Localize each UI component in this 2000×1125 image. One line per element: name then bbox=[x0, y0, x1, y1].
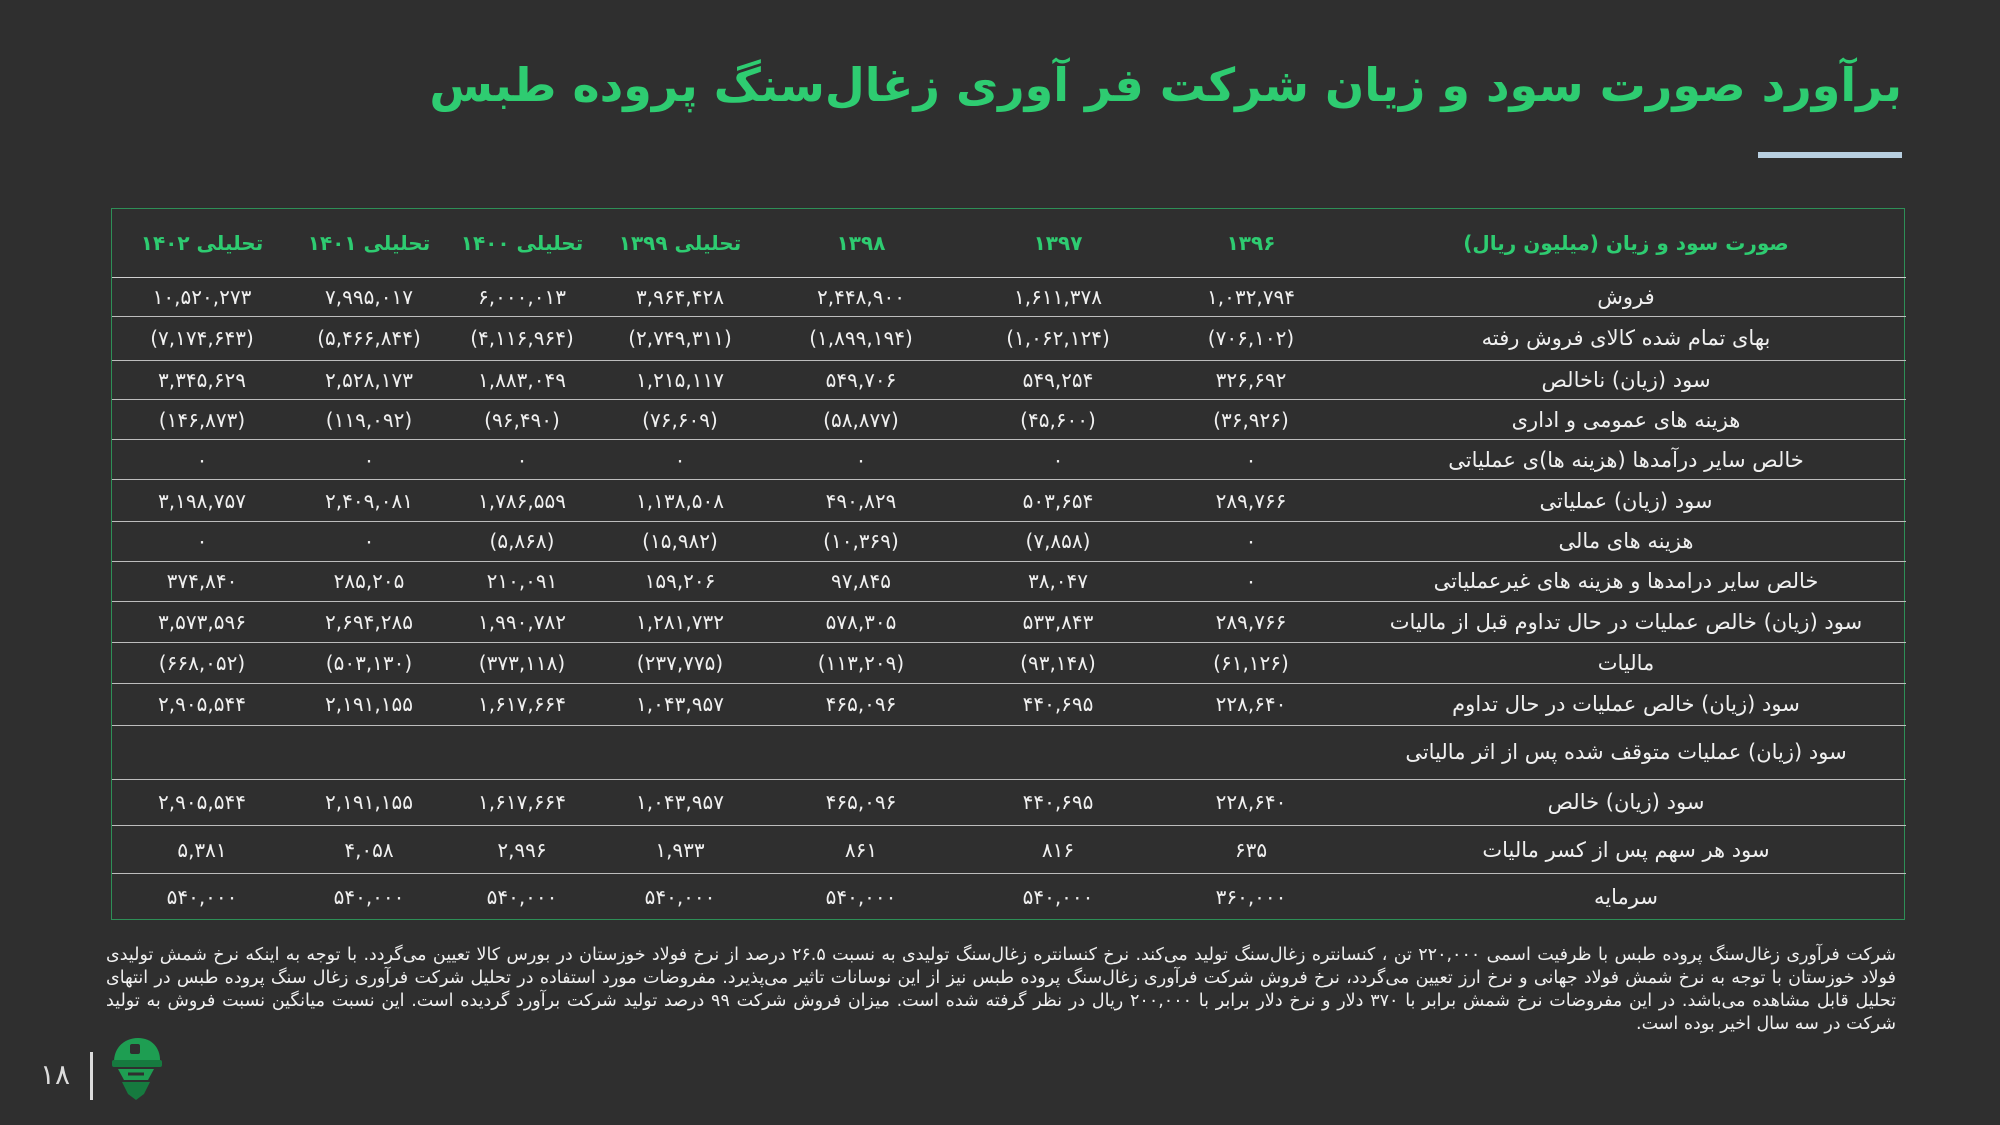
value-cell-1400: ۲,۹۹۶ bbox=[446, 826, 598, 874]
value-cell-1401: ۴,۰۵۸ bbox=[292, 826, 446, 874]
table-row bbox=[112, 826, 1906, 874]
value-cell-1402: ۰ bbox=[112, 440, 292, 480]
row-label-cell: سود (زیان) ناخالص bbox=[1346, 360, 1906, 399]
table-row bbox=[112, 725, 1906, 779]
row-label-cell: بهای تمام شده کالای فروش رفته bbox=[1346, 316, 1906, 360]
footer-divider bbox=[90, 1052, 93, 1100]
value-cell-1396: ۲۲۸,۶۴۰ bbox=[1156, 684, 1346, 725]
value-cell-1401: ۷,۹۹۵,۰۱۷ bbox=[292, 277, 446, 316]
value-cell-1396: ۶۳۵ bbox=[1156, 826, 1346, 874]
value-cell-1400 bbox=[446, 725, 598, 779]
value-cell-1397: ۵۳۳,۸۴۳ bbox=[960, 601, 1156, 642]
value-cell-1400: (۵,۸۶۸) bbox=[446, 521, 598, 561]
miner-helmet-logo-icon bbox=[108, 1036, 164, 1108]
row-label-cell: سود (زیان) خالص عملیات در حال تداوم bbox=[1346, 684, 1906, 725]
value-cell-1402: ۰ bbox=[112, 521, 292, 561]
table-row bbox=[112, 643, 1906, 684]
value-cell-1397: ۵۰۳,۶۵۴ bbox=[960, 480, 1156, 521]
value-cell-1400: (۹۶,۴۹۰) bbox=[446, 400, 598, 440]
value-cell-1397: (۱,۰۶۲,۱۲۴) bbox=[960, 316, 1156, 360]
value-cell-1398: ۸۶۱ bbox=[762, 826, 960, 874]
value-cell-1400: ۲۱۰,۰۹۱ bbox=[446, 561, 598, 601]
value-cell-1401: (۵,۴۶۶,۸۴۴) bbox=[292, 316, 446, 360]
table-row bbox=[112, 316, 1906, 360]
value-cell-1396: ۲۲۸,۶۴۰ bbox=[1156, 779, 1346, 825]
value-cell-1402: (۱۴۶,۸۷۳) bbox=[112, 400, 292, 440]
value-cell-1399: ۱,۱۳۸,۵۰۸ bbox=[598, 480, 762, 521]
value-cell-1399: ۱,۰۴۳,۹۵۷ bbox=[598, 684, 762, 725]
analysis-note: شرکت فرآوری زغال‌سنگ پروده طبس با ظرفیت اسمی ۲۲۰,۰۰۰ تن ، کنسانتره زغال‌سنگ تولید می‌کند. نرخ کنسانتره زغال‌سنگ تولیدی به نسبت ۲۶.۵ درصد از نرخ فولاد خوزستان در بورس کالا تعیین می‌گردد. با توجه به اینکه نرخ شمش تولیدی فولاد خوزستان با توجه به نرخ شمش فولاد جهانی و نرخ ارز تعیین می‌گردد، نرخ فروش شرکت فرآوری زغال‌سنگ پروده طبس نیز از این نوسانات تاثیر می‌پذیرد. مفروضات مورد استفاده در تحلیل شرکت فرآوری زغال سنگ پروده طبس در انتهای تحلیل قابل مشاهده می‌باشد. در این مفروضات نرخ شمش برابر با ۳۷۰ دلار و نرخ دلار برابر با ۲۰۰,۰۰۰ ریال در نظر گرفته شده است. میزان فروش شرکت ۹۹ درصد تولید شرکت برآورد گردیده است. این نسبت میانگین نسبت فروش به تولید شرکت در سه سال اخیر بوده است. bbox=[106, 945, 1896, 1034]
row-label-cell: سود هر سهم پس از کسر مالیات bbox=[1346, 826, 1906, 874]
value-cell-1399: ۳,۹۶۴,۴۲۸ bbox=[598, 277, 762, 316]
value-cell-1402: ۳۷۴,۸۴۰ bbox=[112, 561, 292, 601]
value-cell-1400: ۱,۸۸۳,۰۴۹ bbox=[446, 360, 598, 399]
value-cell-1401: ۲,۵۲۸,۱۷۳ bbox=[292, 360, 446, 399]
value-cell-1402 bbox=[112, 725, 292, 779]
value-cell-1398: (۵۸,۸۷۷) bbox=[762, 400, 960, 440]
value-cell-1397: ۴۴۰,۶۹۵ bbox=[960, 779, 1156, 825]
row-label-cell: فروش bbox=[1346, 277, 1906, 316]
header-cell-1399: تحلیلی ۱۳۹۹ bbox=[598, 209, 762, 277]
value-cell-1400: ۶,۰۰۰,۰۱۳ bbox=[446, 277, 598, 316]
row-label-cell: سرمایه bbox=[1594, 884, 1658, 909]
table-row bbox=[112, 440, 1906, 480]
value-cell-1397: ۴۴۰,۶۹۵ bbox=[960, 684, 1156, 725]
value-cell-1401: ۰ bbox=[292, 521, 446, 561]
value-cell-1396: ۳۶۰,۰۰۰ bbox=[1215, 884, 1287, 909]
row-label-cell: خالص سایر درآمدها (هزینه ها)ی عملیاتی bbox=[1346, 440, 1906, 480]
value-cell-1401: ۲,۴۰۹,۰۸۱ bbox=[292, 480, 446, 521]
value-cell-1401: ۲۸۵,۲۰۵ bbox=[292, 561, 446, 601]
header-cell-1400: تحلیلی ۱۴۰۰ bbox=[446, 209, 598, 277]
row-label-cell: سود (زیان) خالص bbox=[1346, 779, 1906, 825]
value-cell-1402: ۲,۹۰۵,۵۴۴ bbox=[112, 684, 292, 725]
value-cell-1399: (۱۵,۹۸۲) bbox=[598, 521, 762, 561]
row-label-cell: مالیات bbox=[1346, 643, 1906, 684]
header-cell-1396: ۱۳۹۶ bbox=[1156, 209, 1346, 277]
table-row bbox=[112, 601, 1906, 642]
table-row bbox=[112, 684, 1906, 725]
value-cell-1399 bbox=[598, 725, 762, 779]
value-cell-1397: ۸۱۶ bbox=[960, 826, 1156, 874]
value-cell-1396: (۶۱,۱۲۶) bbox=[1156, 643, 1346, 684]
value-cell-1398: ۹۷,۸۴۵ bbox=[762, 561, 960, 601]
value-cell-1401: ۰ bbox=[292, 440, 446, 480]
value-cell-1396 bbox=[1156, 725, 1346, 779]
value-cell-1397: (۷,۸۵۸) bbox=[960, 521, 1156, 561]
row-label-cell: خالص سایر درامدها و هزینه های غیرعملیاتی bbox=[1346, 561, 1906, 601]
value-cell-1397 bbox=[960, 725, 1156, 779]
value-cell-1399: (۷۶,۶۰۹) bbox=[598, 400, 762, 440]
value-cell-1396: ۰ bbox=[1156, 521, 1346, 561]
value-cell-1397: ۰ bbox=[960, 440, 1156, 480]
income-statement-table bbox=[111, 208, 1905, 920]
value-cell-1398: ۲,۴۴۸,۹۰۰ bbox=[762, 277, 960, 316]
value-cell-1399: ۱۵۹,۲۰۶ bbox=[598, 561, 762, 601]
value-cell-1401 bbox=[292, 725, 446, 779]
value-cell-1400: ۱,۶۱۷,۶۶۴ bbox=[446, 779, 598, 825]
value-cell-1396: ۲۸۹,۷۶۶ bbox=[1156, 601, 1346, 642]
value-cell-1398: ۴۶۵,۰۹۶ bbox=[762, 684, 960, 725]
value-cell-1396: ۲۸۹,۷۶۶ bbox=[1156, 480, 1346, 521]
table-row bbox=[112, 480, 1906, 521]
value-cell-1398: (۱۱۳,۲۰۹) bbox=[762, 643, 960, 684]
value-cell-1400: ۱,۷۸۶,۵۵۹ bbox=[446, 480, 598, 521]
header-cell-1402: تحلیلی ۱۴۰۲ bbox=[112, 209, 292, 277]
value-cell-1399: ۱,۰۴۳,۹۵۷ bbox=[598, 779, 762, 825]
value-cell-1398: ۵۴۰,۰۰۰ bbox=[825, 884, 897, 909]
value-cell-1397: (۹۳,۱۴۸) bbox=[960, 643, 1156, 684]
value-cell-1399: ۰ bbox=[598, 440, 762, 480]
value-cell-1397: (۴۵,۶۰۰) bbox=[960, 400, 1156, 440]
page-title: برآورد صورت سود و زیان شرکت فر آوری زغال‌سنگ پروده طبس bbox=[429, 58, 1902, 112]
header-cell-1401: تحلیلی ۱۴۰۱ bbox=[292, 209, 446, 277]
value-cell-1399: ۵۴۰,۰۰۰ bbox=[644, 884, 716, 909]
value-cell-1396: ۰ bbox=[1156, 561, 1346, 601]
value-cell-1401: ۲,۶۹۴,۲۸۵ bbox=[292, 601, 446, 642]
value-cell-1402: ۱۰,۵۲۰,۲۷۳ bbox=[112, 277, 292, 316]
table-row bbox=[112, 360, 1906, 399]
value-cell-1402: ۲,۹۰۵,۵۴۴ bbox=[112, 779, 292, 825]
value-cell-1397: ۵۴۰,۰۰۰ bbox=[1022, 884, 1094, 909]
table-row bbox=[112, 400, 1906, 440]
value-cell-1400: ۵۴۰,۰۰۰ bbox=[486, 884, 558, 909]
value-cell-1402: ۳,۱۹۸,۷۵۷ bbox=[112, 480, 292, 521]
row-label-cell: هزینه های عمومی و اداری bbox=[1346, 400, 1906, 440]
value-cell-1398 bbox=[762, 725, 960, 779]
value-cell-1398: ۵۴۹,۷۰۶ bbox=[762, 360, 960, 399]
row-label-cell: سود (زیان) خالص عملیات در حال تداوم قبل از مالیات bbox=[1346, 601, 1906, 642]
value-cell-1396: ۰ bbox=[1156, 440, 1346, 480]
value-cell-1400: ۰ bbox=[446, 440, 598, 480]
value-cell-1401: (۱۱۹,۰۹۲) bbox=[292, 400, 446, 440]
value-cell-1398: (۱,۸۹۹,۱۹۴) bbox=[762, 316, 960, 360]
table-header-row bbox=[112, 209, 1906, 277]
table-row bbox=[112, 521, 1906, 561]
header-cell-1397: ۱۳۹۷ bbox=[960, 209, 1156, 277]
value-cell-1399: ۱,۹۳۳ bbox=[598, 826, 762, 874]
value-cell-1402: ۳,۵۷۳,۵۹۶ bbox=[112, 601, 292, 642]
value-cell-1401: (۵۰۳,۱۳۰) bbox=[292, 643, 446, 684]
value-cell-1401: ۵۴۰,۰۰۰ bbox=[333, 884, 405, 909]
value-cell-1399: ۱,۲۸۱,۷۳۲ bbox=[598, 601, 762, 642]
table-row bbox=[112, 779, 1906, 825]
value-cell-1402: ۳,۳۴۵,۶۲۹ bbox=[112, 360, 292, 399]
value-cell-1396: ۱,۰۳۲,۷۹۴ bbox=[1156, 277, 1346, 316]
income-statement-grid bbox=[112, 209, 1906, 919]
value-cell-1399: ۱,۲۱۵,۱۱۷ bbox=[598, 360, 762, 399]
value-cell-1399: (۲۳۷,۷۷۵) bbox=[598, 643, 762, 684]
value-cell-1402: (۷,۱۷۴,۶۴۳) bbox=[112, 316, 292, 360]
row-label-cell: هزینه های مالی bbox=[1346, 521, 1906, 561]
value-cell-1400: (۴,۱۱۶,۹۶۴) bbox=[446, 316, 598, 360]
value-cell-1396: (۳۶,۹۲۶) bbox=[1156, 400, 1346, 440]
value-cell-1397: ۵۴۹,۲۵۴ bbox=[960, 360, 1156, 399]
value-cell-1401: ۲,۱۹۱,۱۵۵ bbox=[292, 684, 446, 725]
value-cell-1400: ۱,۶۱۷,۶۶۴ bbox=[446, 684, 598, 725]
value-cell-1399: (۲,۷۴۹,۳۱۱) bbox=[598, 316, 762, 360]
table-row bbox=[112, 561, 1906, 601]
value-cell-1402: ۵,۳۸۱ bbox=[112, 826, 292, 874]
page-number: ۱۸ bbox=[40, 1058, 71, 1091]
table-row bbox=[112, 874, 1906, 919]
value-cell-1398: ۵۷۸,۳۰۵ bbox=[762, 601, 960, 642]
value-cell-1396: ۳۲۶,۶۹۲ bbox=[1156, 360, 1346, 399]
value-cell-1398: ۴۶۵,۰۹۶ bbox=[762, 779, 960, 825]
value-cell-1402: (۶۶۸,۰۵۲) bbox=[112, 643, 292, 684]
value-cell-1398: ۴۹۰,۸۲۹ bbox=[762, 480, 960, 521]
value-cell-1398: ۰ bbox=[762, 440, 960, 480]
value-cell-1397: ۳۸,۰۴۷ bbox=[960, 561, 1156, 601]
row-label-cell: سود (زیان) عملیات متوقف شده پس از اثر مالیاتی bbox=[1346, 725, 1906, 779]
header-cell-label: صورت سود و زیان (میلیون ریال) bbox=[1346, 209, 1906, 277]
value-cell-1397: ۱,۶۱۱,۳۷۸ bbox=[960, 277, 1156, 316]
table-row bbox=[112, 277, 1906, 316]
value-cell-1402: ۵۴۰,۰۰۰ bbox=[166, 884, 238, 909]
value-cell-1400: ۱,۹۹۰,۷۸۲ bbox=[446, 601, 598, 642]
row-label-cell: سود (زیان) عملیاتی bbox=[1346, 480, 1906, 521]
title-underline bbox=[1758, 152, 1902, 158]
header-cell-1398: ۱۳۹۸ bbox=[762, 209, 960, 277]
value-cell-1401: ۲,۱۹۱,۱۵۵ bbox=[292, 779, 446, 825]
value-cell-1398: (۱۰,۳۶۹) bbox=[762, 521, 960, 561]
value-cell-1396: (۷۰۶,۱۰۲) bbox=[1156, 316, 1346, 360]
value-cell-1400: (۳۷۳,۱۱۸) bbox=[446, 643, 598, 684]
